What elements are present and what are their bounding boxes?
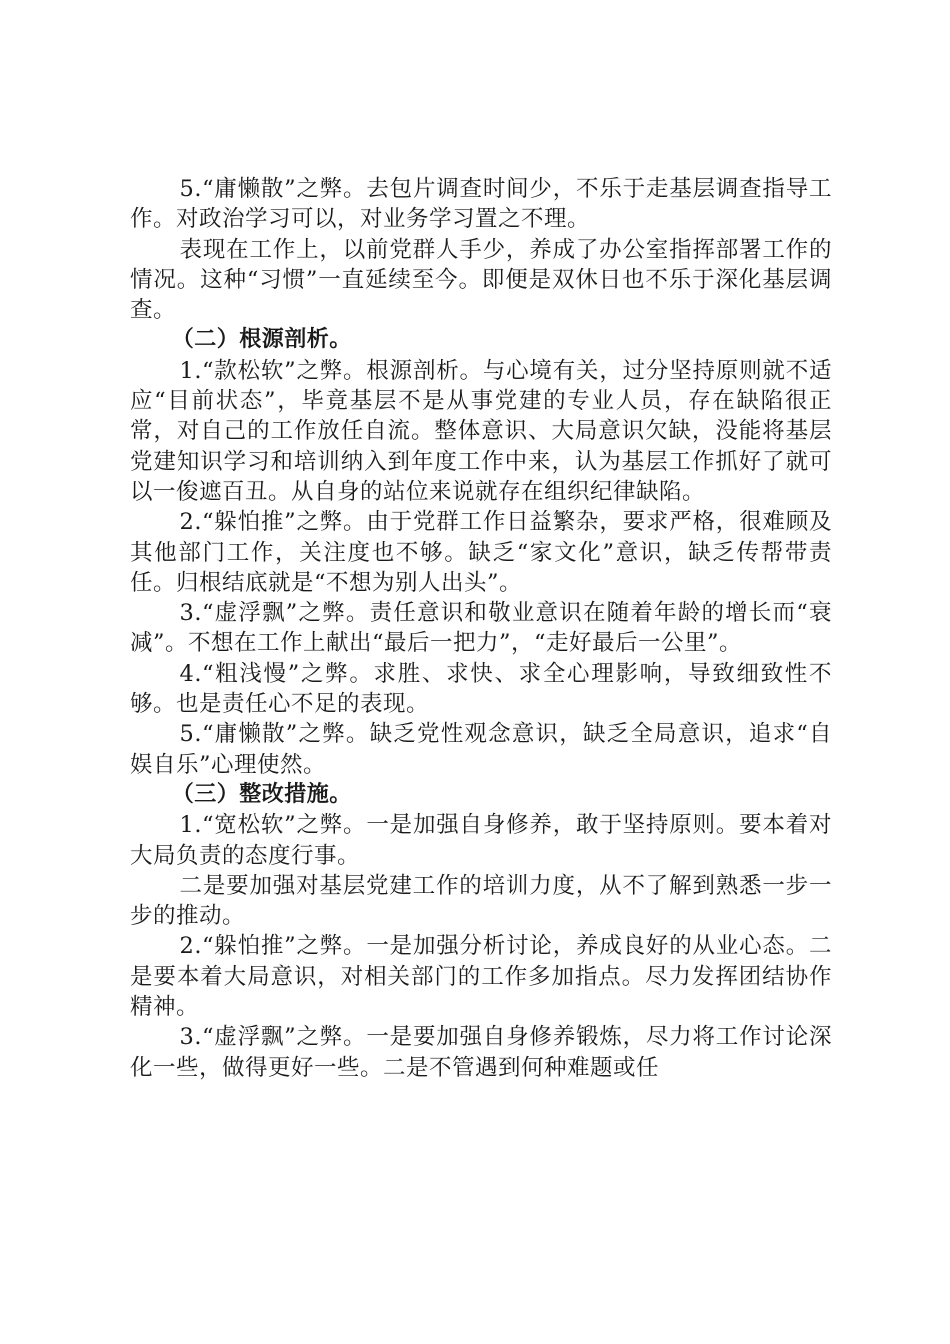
section-heading-root-cause: （二）根源剖析。	[171, 327, 352, 353]
paragraph-measure-3: 3.“虚浮飘”之弊。一是要加强自身修养锻炼，尽力将工作讨论深化一些，做得更好一些。二是不管遇到何种难题或任	[130, 1024, 832, 1081]
paragraph-cause-2: 2.“躲怕推”之弊。由于党群工作日益繁杂，要求严格，很难顾及其他部门工作，关注度也不够。缺乏“家文化”意识，缺乏传帮带责任。归根结底就是“不想为别人出头”。	[130, 509, 832, 596]
document-body	[130, 174, 832, 1083]
paragraph-item-5-laziness: 5.“庸懒散”之弊。去包片调查时间少，不乐于走基层调查指导工作。对政治学习可以，对业务学习置之不理。	[130, 176, 832, 233]
paragraph-measure-2: 2.“躲怕推”之弊。一是加强分析讨论，养成良好的从业心态。二是要本着大局意识，对相关部门的工作多加指点。尽力发挥团结协作精神。	[130, 933, 832, 1021]
paragraph-cause-4: 4.“粗浅慢”之弊。求胜、求快、求全心理影响，导致细致性不够。也是责任心不足的表现。	[130, 660, 832, 718]
paragraph-cause-3: 3.“虚浮飘”之弊。责任意识和敬业意识在随着年龄的增长而“衰减”。不想在工作上献出“最后一把力”，“走好最后一公里”。	[130, 600, 832, 657]
paragraph-cause-5: 5.“庸懒散”之弊。缺乏党性观念意识，缺乏全局意识，追求“自娱自乐”心理使然。	[130, 721, 832, 778]
paragraph-measure-1-continued: 二是要加强对基层党建工作的培训力度，从不了解到熟悉一步一步的推动。	[130, 872, 832, 930]
section-heading-rectification: （三）整改措施。	[171, 781, 352, 807]
paragraph-work-performance: 表现在工作上，以前党群人手少，养成了办公室指挥部署工作的情况。这种“习惯”一直延续至今。即便是双休日也不乐于深化基层调查。	[130, 236, 832, 324]
paragraph-measure-1: 1.“宽松软”之弊。一是加强自身修养，敢于坚持原则。要本着对大局负责的态度行事。	[130, 812, 832, 869]
paragraph-cause-1: 1.“款松软”之弊。根源剖析。与心境有关，过分坚持原则就不适应“目前状态”，毕竟基层不是从事党建的专业人员，存在缺陷很正常，对自己的工作放任自流。整体意识、大局意识欠缺，没能将基层党建知识学习和培训纳入到年度工作中来，认为基层工作抓好了就可以一俊遮百丑。从自身的站位来说就存在组织纪律缺陷。	[130, 357, 832, 505]
